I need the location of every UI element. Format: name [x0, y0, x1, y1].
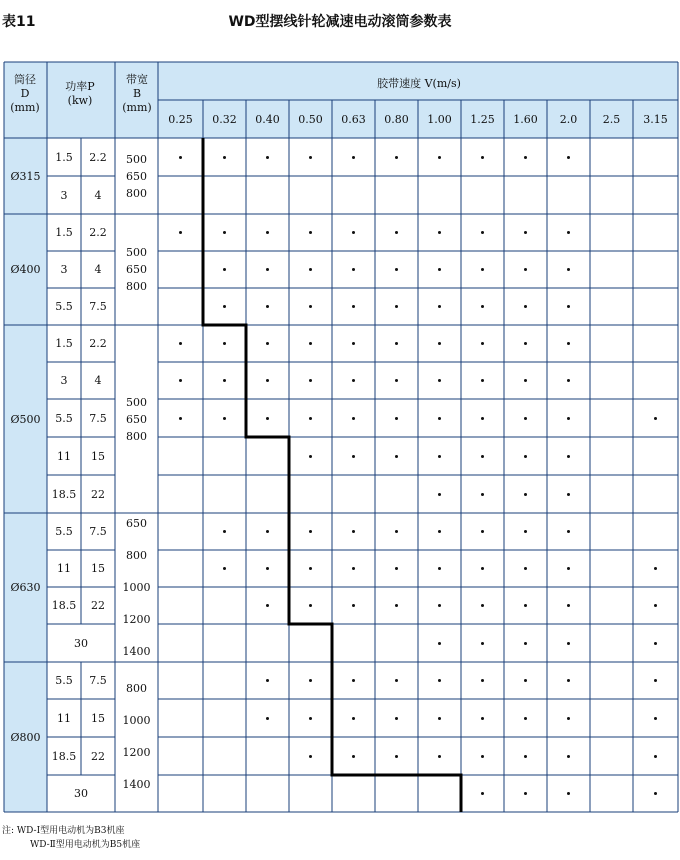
power-value: 11 [57, 711, 71, 725]
footnote-1: 注: WD-Ⅰ型用电动机为B3机座 [2, 826, 125, 836]
availability-dot [395, 305, 398, 308]
availability-dot [567, 604, 570, 607]
availability-dot [395, 342, 398, 345]
belt-width-list [115, 662, 158, 812]
power-value: 1.5 [55, 226, 73, 239]
belt-width-value: 500 [126, 152, 147, 166]
availability-dot [266, 679, 269, 682]
power-value: 2.2 [89, 226, 107, 239]
speed-header-0.63: 0.63 [341, 113, 366, 126]
diameter-label: Ø630 [10, 581, 41, 594]
availability-dot [481, 493, 484, 496]
availability-dot [567, 717, 570, 720]
availability-dot [352, 455, 355, 458]
speed-header-1.25: 1.25 [470, 113, 495, 126]
power-value: 22 [91, 749, 105, 763]
footnote-2: WD-Ⅱ型用电动机为B5机座 [30, 840, 141, 850]
availability-dot [481, 755, 484, 758]
availability-dot [481, 417, 484, 420]
table-number: 表11 [2, 14, 36, 30]
power-value: 5.5 [55, 300, 73, 313]
availability-dot [266, 268, 269, 271]
availability-dot [395, 567, 398, 570]
availability-dot [223, 305, 226, 308]
availability-dot [309, 530, 312, 533]
availability-dot [352, 417, 355, 420]
availability-dot [223, 342, 226, 345]
availability-dot [352, 268, 355, 271]
availability-dot [567, 455, 570, 458]
availability-dot [524, 792, 527, 795]
power-value: 5.5 [55, 525, 73, 538]
availability-dot [438, 156, 441, 159]
header-belt-width-name: 带宽 [126, 73, 148, 86]
availability-dot [266, 417, 269, 420]
header-power [48, 80, 112, 108]
availability-dot [524, 567, 527, 570]
availability-dot [567, 379, 570, 382]
availability-dot [223, 417, 226, 420]
availability-dot [524, 268, 527, 271]
availability-dot [179, 379, 182, 382]
availability-dot [524, 231, 527, 234]
availability-dot [481, 530, 484, 533]
availability-dot [395, 231, 398, 234]
availability-dot [481, 717, 484, 720]
availability-dot [567, 156, 570, 159]
power-value: 3 [60, 374, 68, 387]
availability-dot [481, 379, 484, 382]
availability-dot [438, 567, 441, 570]
availability-dot [567, 642, 570, 645]
belt-width-value: 1200 [122, 746, 151, 759]
power-value: 15 [91, 449, 105, 463]
power-value: 11 [57, 562, 71, 575]
belt-width-list [115, 325, 158, 513]
availability-dot [395, 679, 398, 682]
diameter-label: Ø400 [10, 263, 41, 276]
availability-dot [524, 642, 527, 645]
availability-dot [395, 755, 398, 758]
availability-dot [481, 792, 484, 795]
availability-dot [352, 530, 355, 533]
availability-dot [438, 379, 441, 382]
header-belt-width-unit: (mm) [122, 101, 152, 114]
availability-dot [395, 417, 398, 420]
availability-dot [654, 717, 657, 720]
availability-dot [223, 567, 226, 570]
table-title: WD型摆线针轮减速电动滚筒参数表 [228, 14, 452, 30]
availability-dot [352, 342, 355, 345]
availability-dot [524, 305, 527, 308]
power-value: 4 [94, 263, 102, 276]
availability-dot [438, 268, 441, 271]
availability-dot [567, 305, 570, 308]
header-belt-width [116, 73, 158, 115]
availability-dot [524, 604, 527, 607]
availability-dot [481, 679, 484, 682]
availability-dot [223, 231, 226, 234]
power-value: 22 [91, 487, 105, 501]
availability-dot [481, 268, 484, 271]
availability-dot [567, 342, 570, 345]
availability-dot [309, 268, 312, 271]
power-value: 7.5 [89, 525, 107, 538]
availability-dot [481, 231, 484, 234]
availability-dot [352, 717, 355, 720]
availability-dot [309, 755, 312, 758]
availability-dot [179, 342, 182, 345]
availability-dot [524, 755, 527, 758]
availability-dot [179, 156, 182, 159]
availability-dot [352, 679, 355, 682]
power-value: 30 [74, 636, 88, 650]
speed-header-3.15: 3.15 [643, 113, 668, 126]
belt-width-value: 650 [126, 412, 147, 426]
availability-dot [481, 156, 484, 159]
availability-dot [266, 231, 269, 234]
speed-header-1.00: 1.00 [427, 113, 452, 126]
availability-dot [395, 455, 398, 458]
availability-dot [524, 679, 527, 682]
availability-dot [438, 455, 441, 458]
availability-dot [567, 231, 570, 234]
belt-width-value: 1000 [122, 580, 151, 594]
availability-dot [654, 679, 657, 682]
availability-dot [309, 305, 312, 308]
availability-dot [266, 305, 269, 308]
availability-dot [309, 567, 312, 570]
diameter-label: Ø315 [10, 169, 41, 183]
header-diameter-name: 筒径 [14, 73, 36, 86]
availability-dot [438, 417, 441, 420]
availability-dot [567, 792, 570, 795]
speed-header-0.80: 0.80 [384, 113, 409, 126]
availability-dot [352, 231, 355, 234]
availability-dot [438, 717, 441, 720]
header-belt-width-symbol: B [132, 87, 142, 100]
availability-dot [352, 156, 355, 159]
availability-dot [654, 755, 657, 758]
availability-dot [352, 567, 355, 570]
power-value: 2.2 [89, 337, 107, 350]
availability-dot [395, 530, 398, 533]
availability-dot [524, 156, 527, 159]
power-value: 1.5 [55, 150, 73, 164]
availability-dot [309, 717, 312, 720]
availability-dot [524, 455, 527, 458]
speed-header-0.32: 0.32 [212, 113, 237, 126]
availability-dot [567, 417, 570, 420]
belt-width-value: 800 [126, 429, 147, 443]
belt-width-value: 1200 [122, 612, 151, 626]
power-value: 18.5 [51, 749, 77, 763]
availability-dot [654, 567, 657, 570]
belt-width-value: 1000 [122, 714, 151, 727]
belt-width-value: 650 [126, 263, 147, 276]
power-value: 2.2 [89, 150, 107, 164]
availability-dot [438, 342, 441, 345]
power-value: 11 [57, 449, 71, 463]
power-value: 5.5 [55, 674, 73, 687]
availability-dot [395, 717, 398, 720]
availability-dot [654, 792, 657, 795]
availability-dot [438, 231, 441, 234]
availability-dot [352, 379, 355, 382]
availability-dot [524, 417, 527, 420]
speed-header-2.5: 2.5 [602, 113, 621, 126]
power-value: 15 [91, 562, 105, 575]
speed-header-0.25: 0.25 [168, 113, 193, 126]
availability-dot [309, 231, 312, 234]
belt-width-value: 800 [126, 186, 147, 200]
availability-dot [438, 604, 441, 607]
availability-dot [352, 604, 355, 607]
availability-dot [309, 156, 312, 159]
availability-dot [524, 717, 527, 720]
availability-dot [567, 493, 570, 496]
availability-dot [309, 604, 312, 607]
availability-dot [438, 493, 441, 496]
availability-dot [223, 156, 226, 159]
power-value: 5.5 [55, 411, 73, 425]
speed-header-0.40: 0.40 [255, 113, 280, 126]
availability-dot [481, 455, 484, 458]
availability-dot [352, 755, 355, 758]
availability-dot [223, 268, 226, 271]
availability-dot [567, 679, 570, 682]
availability-dot [266, 567, 269, 570]
availability-dot [309, 417, 312, 420]
belt-width-value: 500 [126, 246, 147, 259]
availability-dot [481, 342, 484, 345]
availability-dot [309, 342, 312, 345]
belt-width-list [115, 214, 158, 325]
availability-dot [524, 530, 527, 533]
availability-dot [438, 305, 441, 308]
availability-dot [266, 156, 269, 159]
belt-width-value: 1400 [122, 778, 151, 791]
availability-dot [223, 379, 226, 382]
availability-dot [438, 530, 441, 533]
availability-dot [309, 455, 312, 458]
availability-dot [481, 604, 484, 607]
availability-dot [654, 642, 657, 645]
power-value: 7.5 [89, 674, 107, 687]
header-diameter-symbol: D [20, 87, 30, 100]
belt-width-list [115, 513, 158, 662]
availability-dot [567, 755, 570, 758]
availability-dot [567, 567, 570, 570]
speed-header-2.0: 2.0 [559, 113, 578, 126]
header-diameter [4, 73, 46, 115]
availability-dot [395, 156, 398, 159]
availability-dot [524, 493, 527, 496]
availability-dot [438, 679, 441, 682]
belt-width-value: 800 [126, 682, 147, 695]
belt-width-value: 800 [126, 280, 147, 293]
belt-width-list [115, 138, 158, 214]
availability-dot [395, 379, 398, 382]
power-value: 3 [60, 188, 68, 202]
power-value: 4 [94, 188, 102, 202]
power-value: 7.5 [89, 411, 107, 425]
availability-dot [266, 342, 269, 345]
belt-width-value: 650 [126, 169, 147, 183]
power-value: 22 [91, 599, 105, 612]
availability-dot [223, 530, 226, 533]
belt-width-value: 500 [126, 395, 147, 409]
diameter-label: Ø500 [10, 412, 41, 426]
speed-header-1.60: 1.60 [513, 113, 538, 126]
availability-dot [395, 604, 398, 607]
diameter-label: Ø800 [10, 730, 41, 744]
power-value: 18.5 [51, 487, 77, 501]
availability-dot [567, 268, 570, 271]
power-value: 3 [60, 263, 68, 276]
power-value: 15 [91, 711, 105, 725]
power-value: 7.5 [89, 300, 107, 313]
availability-dot [395, 268, 398, 271]
availability-dot [567, 530, 570, 533]
header-power-name: 功率P [65, 80, 95, 93]
belt-width-value: 650 [126, 516, 147, 530]
header-diameter-unit: (mm) [10, 101, 40, 114]
availability-dot [481, 642, 484, 645]
availability-dot [179, 417, 182, 420]
power-value: 30 [74, 787, 88, 800]
availability-dot [524, 379, 527, 382]
header-belt-speed: 胶带速度 V(m/s) [377, 77, 461, 90]
availability-dot [438, 642, 441, 645]
availability-dot [352, 305, 355, 308]
power-value: 1.5 [55, 337, 73, 350]
availability-dot [438, 755, 441, 758]
availability-dot [266, 379, 269, 382]
belt-width-value: 800 [126, 548, 147, 562]
speed-header-0.50: 0.50 [298, 113, 323, 126]
availability-dot [481, 567, 484, 570]
availability-dot [654, 417, 657, 420]
availability-dot [654, 604, 657, 607]
availability-dot [179, 231, 182, 234]
availability-dot [266, 717, 269, 720]
availability-dot [266, 604, 269, 607]
availability-dot [524, 342, 527, 345]
power-value: 18.5 [51, 599, 77, 612]
availability-dot [266, 530, 269, 533]
belt-width-value: 1400 [122, 644, 151, 658]
availability-dot [309, 679, 312, 682]
availability-dot [481, 305, 484, 308]
header-power-unit: (kw) [67, 94, 93, 107]
power-value: 4 [94, 374, 102, 387]
availability-dot [309, 379, 312, 382]
